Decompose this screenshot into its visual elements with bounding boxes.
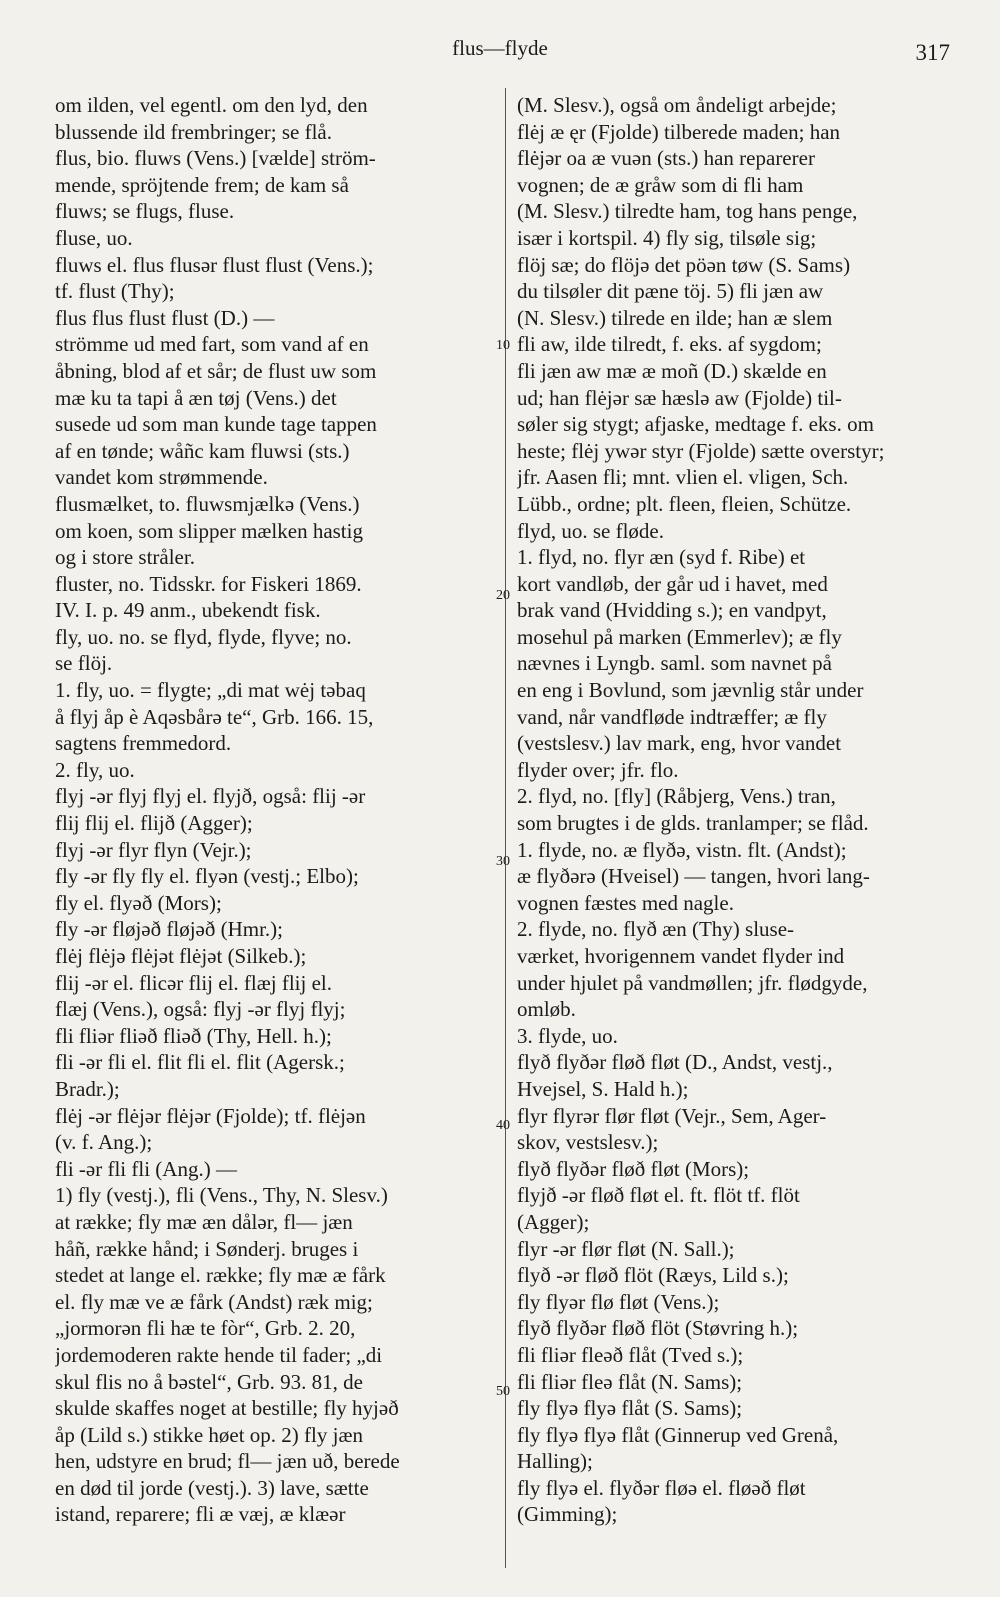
- text-line: jordemoderen rakte hende til fader; „di: [55, 1342, 383, 1367]
- text-line: jfr. Aasen fli; mnt. vlien el. vligen, Sch.: [517, 465, 849, 490]
- text-line: flyð flyðər fløð fløt (D., Andst, vestj.,: [517, 1050, 833, 1075]
- text-line: fluse, uo.: [55, 225, 133, 250]
- text-line: 3. flyde, uo.: [517, 1023, 618, 1048]
- line-number: 50: [496, 1384, 510, 1399]
- text-line: fli -ər fli el. flit fli el. flit (Agersk.;: [55, 1050, 345, 1075]
- text-line: fly -ər fly fly el. flyən (vestj.; Elbo);: [55, 864, 359, 889]
- text-line: fli fliər fliəð fliəð (Thy, Hell. h.);: [55, 1023, 332, 1048]
- text-line: søler sig stygt; afjaske, medtage f. eks. om: [517, 412, 874, 437]
- text-line: flyð flyðər fløð fløt (Mors);: [517, 1156, 750, 1181]
- text-line: flyð flyðər fløð flöt (Støvring h.);: [517, 1316, 799, 1341]
- text-line: værket, hvorigennem vandet flyder ind: [517, 944, 845, 968]
- text-line: flöj sæ; do flöjə det pöən tøw (S. Sams): [517, 252, 851, 277]
- text-line: se flöj.: [55, 651, 113, 676]
- text-line: vandet kom strømmende.: [55, 465, 268, 490]
- text-line: flėj flėjə flėjət flėjət (Silkeb.);: [55, 944, 307, 968]
- text-line: flyder over; jfr. flo.: [517, 757, 679, 782]
- text-line: (Agger);: [517, 1209, 590, 1234]
- text-line: flij -ər el. flicər flij el. flæj flij el.: [55, 970, 332, 995]
- text-line: en eng i Bovlund, som jævnlig står under: [517, 678, 864, 703]
- text-line: fluws el. flus flusər flust flust (Vens.);: [55, 252, 374, 277]
- text-line: fly flyə el. flyðər fløə el. fløəð fløt: [517, 1475, 806, 1500]
- line-number: 10: [496, 338, 510, 353]
- text-line: nævnes i Lyngb. saml. som navnet på: [517, 651, 832, 676]
- text-line: vand, når vandfløde indtræffer; æ fly: [517, 704, 827, 729]
- text-line: om koen, som slipper mælken hastig: [55, 518, 363, 543]
- text-line: 1) fly (vestj.), fli (Vens., Thy, N. Slesv.): [55, 1183, 388, 1208]
- running-header: flus—flyde: [452, 36, 548, 60]
- line-number: 20: [496, 588, 510, 603]
- text-line: „jormorən fli hæ te fòr“, Grb. 2. 20,: [55, 1316, 356, 1341]
- line-number: 40: [496, 1118, 510, 1133]
- text-line: (M. Slesv.) tilredte ham, tog hans penge,: [517, 199, 858, 224]
- text-line: skulde skaffes noget at bestille; fly hyjəð: [55, 1396, 399, 1421]
- text-line: omløb.: [517, 997, 576, 1022]
- text-line: at række; fly mæ æn dålər, fl— jæn: [55, 1209, 353, 1234]
- text-line: om ilden, vel egentl. om den lyd, den: [55, 93, 368, 117]
- text-line: Halling);: [517, 1449, 593, 1474]
- text-line: flæj (Vens.), også: flyj -ər flyj flyj;: [55, 997, 346, 1022]
- text-line: mosehul på marken (Emmerlev); æ fly: [517, 624, 842, 649]
- text-line: fli jæn aw mæ æ moñ (D.) skælde en: [517, 358, 827, 383]
- text-line: mende, spröjtende frem; de kam så: [55, 172, 349, 197]
- text-line: flyjð -ər fløð fløt el. ft. flöt tf. flöt: [517, 1183, 800, 1208]
- text-line: under hjulet på vandmøllen; jfr. flødgyde,: [517, 970, 868, 995]
- text-line: istand, reparere; fli æ væj, æ klæər: [55, 1502, 346, 1527]
- text-line: af en tønde; wåñc kam fluwsi (sts.): [55, 438, 350, 463]
- text-line: og i store stråler.: [55, 545, 195, 570]
- text-line: æ flyðərə (Hveisel) — tangen, hvori lang-: [517, 864, 870, 889]
- text-line: strömme ud med fart, som vand af en: [55, 332, 369, 357]
- text-line: åp (Lild s.) stikke høet op. 2) fly jæn: [55, 1422, 363, 1447]
- text-line: Lübb., ordne; plt. fleen, fleien, Schütze.: [517, 491, 852, 516]
- text-line: flyj -ər flyj flyj el. flyjð, også: flij -ər: [55, 784, 366, 809]
- text-line: å flyj åp è Aqəsbårə te“, Grb. 166. 15,: [55, 704, 374, 729]
- text-line: fly flyə flyə flåt (S. Sams);: [517, 1396, 743, 1421]
- text-line: fli fliər fleə flåt (N. Sams);: [517, 1369, 743, 1394]
- text-line: susede ud som man kunde tage tappen: [55, 412, 377, 437]
- text-line: 2. fly, uo.: [55, 757, 135, 782]
- text-line: skov, vestslesv.);: [517, 1130, 659, 1155]
- text-line: el. fly mæ ve æ fårk (Andst) ræk mig;: [55, 1289, 373, 1314]
- text-line: flus flus flust flust (D.) —: [55, 305, 275, 330]
- text-line: flėj æ ęr (Fjolde) tilberede maden; han: [517, 119, 841, 144]
- text-line: sagtens fremmedord.: [55, 731, 232, 756]
- text-line: fluws; se flugs, fluse.: [55, 199, 235, 224]
- text-line: flusmælket, to. fluwsmjælkə (Vens.): [55, 491, 360, 516]
- text-line: fly, uo. no. se flyd, flyde, flyve; no.: [55, 624, 352, 649]
- text-line: flus, bio. fluws (Vens.) [vælde] ström-: [55, 146, 376, 171]
- text-line: skul flis no å bəstel“, Grb. 93. 81, de: [55, 1369, 363, 1394]
- text-line: fli fliər fleəð flåt (Tved s.);: [517, 1342, 744, 1367]
- page-number: 317: [915, 40, 950, 65]
- text-line: stedet at lange el. række; fly mæ æ fårk: [55, 1263, 386, 1288]
- text-line: ud; han flėjər sæ hæslə aw (Fjolde) til-: [517, 385, 842, 410]
- text-line: hen, udstyre en brud; fl— jæn uð, berede: [55, 1449, 400, 1474]
- text-line: fluster, no. Tidsskr. for Fiskeri 1869.: [55, 571, 362, 596]
- text-line: 2. flyde, no. flyð æn (Thy) sluse-: [517, 917, 795, 942]
- text-line: 1. flyde, no. æ flyðə, vistn. flt. (Andst);: [517, 837, 847, 862]
- text-line: flyj -ər flyr flyn (Vejr.);: [55, 837, 252, 862]
- text-line: flyr flyrər flør fløt (Vejr., Sem, Ager-: [517, 1103, 827, 1128]
- text-line: især i kortspil. 4) fly sig, tilsøle sig;: [517, 225, 817, 250]
- text-line: fli -ər fli fli (Ang.) —: [55, 1156, 237, 1181]
- text-line: fli aw, ilde tilredt, f. eks. af sygdom;: [517, 332, 822, 357]
- text-line: 1. fly, uo. = flygte; „di mat wėj təbaq: [55, 678, 366, 703]
- text-line: kort vandløb, der går ud i havet, med: [517, 571, 828, 596]
- text-line: Hvejsel, S. Hald h.);: [517, 1076, 689, 1101]
- text-line: flėj -ər flėjər flėjər (Fjolde); tf. flėjən: [55, 1103, 366, 1128]
- line-number: 30: [496, 854, 510, 869]
- text-line: IV. I. p. 49 anm., ubekendt fisk.: [55, 598, 321, 623]
- right-column: [517, 92, 937, 1528]
- text-line: flyr -ər flør fløt (N. Sall.);: [517, 1236, 735, 1261]
- column-divider: [505, 88, 506, 1568]
- text-line: som brugtes i de glds. tranlamper; se flåd.: [517, 811, 869, 836]
- text-line: (vestslesv.) lav mark, eng, hvor vandet: [517, 731, 842, 756]
- text-line: brak vand (Hvidding s.); en vandpyt,: [517, 598, 827, 623]
- text-line: fly flyə flyə flåt (Ginnerup ved Grenå,: [517, 1422, 839, 1447]
- text-line: du tilsøler dit pæne töj. 5) fli jæn aw: [517, 279, 824, 304]
- text-line: 1. flyd, no. flyr æn (syd f. Ribe) et: [517, 545, 806, 570]
- text-line: 2. flyd, no. [fly] (Råbjerg, Vens.) tran,: [517, 784, 836, 809]
- text-line: fly el. flyəð (Mors);: [55, 890, 222, 915]
- text-line: fly flyər flø fløt (Vens.);: [517, 1289, 720, 1314]
- text-line: mæ ku ta tapi å æn tøj (Vens.) det: [55, 385, 337, 410]
- text-line: vognen; de æ gråw som di fli ham: [517, 172, 804, 197]
- text-line: heste; flėj ywər styr (Fjolde) sætte overstyr;: [517, 438, 885, 463]
- text-line: flij flij el. flijð (Agger);: [55, 811, 253, 836]
- text-line: tf. flust (Thy);: [55, 279, 175, 304]
- text-line: (Gimming);: [517, 1502, 618, 1527]
- text-line: flyd, uo. se fløde.: [517, 518, 664, 543]
- text-line: (M. Slesv.), også om åndeligt arbejde;: [517, 93, 837, 117]
- left-column: [55, 92, 495, 1528]
- text-line: en død til jorde (vestj.). 3) lave, sætte: [55, 1475, 369, 1500]
- text-line: (N. Slesv.) tilrede en ilde; han æ slem: [517, 305, 833, 330]
- text-line: flyð -ər fløð flöt (Ræys, Lild s.);: [517, 1263, 789, 1288]
- text-line: fly -ər fløjəð fløjəð (Hmr.);: [55, 917, 284, 942]
- text-line: blussende ild frembringer; se flå.: [55, 119, 332, 144]
- text-line: håñ, række hånd; i Sønderj. bruges i: [55, 1236, 359, 1261]
- text-line: (v. f. Ang.);: [55, 1130, 153, 1155]
- text-line: Bradr.);: [55, 1076, 120, 1101]
- text-line: åbning, blod af et sår; de flust uw som: [55, 358, 377, 383]
- text-line: flėjər oa æ vuən (sts.) han reparerer: [517, 146, 815, 171]
- text-line: vognen fæstes med nagle.: [517, 890, 734, 915]
